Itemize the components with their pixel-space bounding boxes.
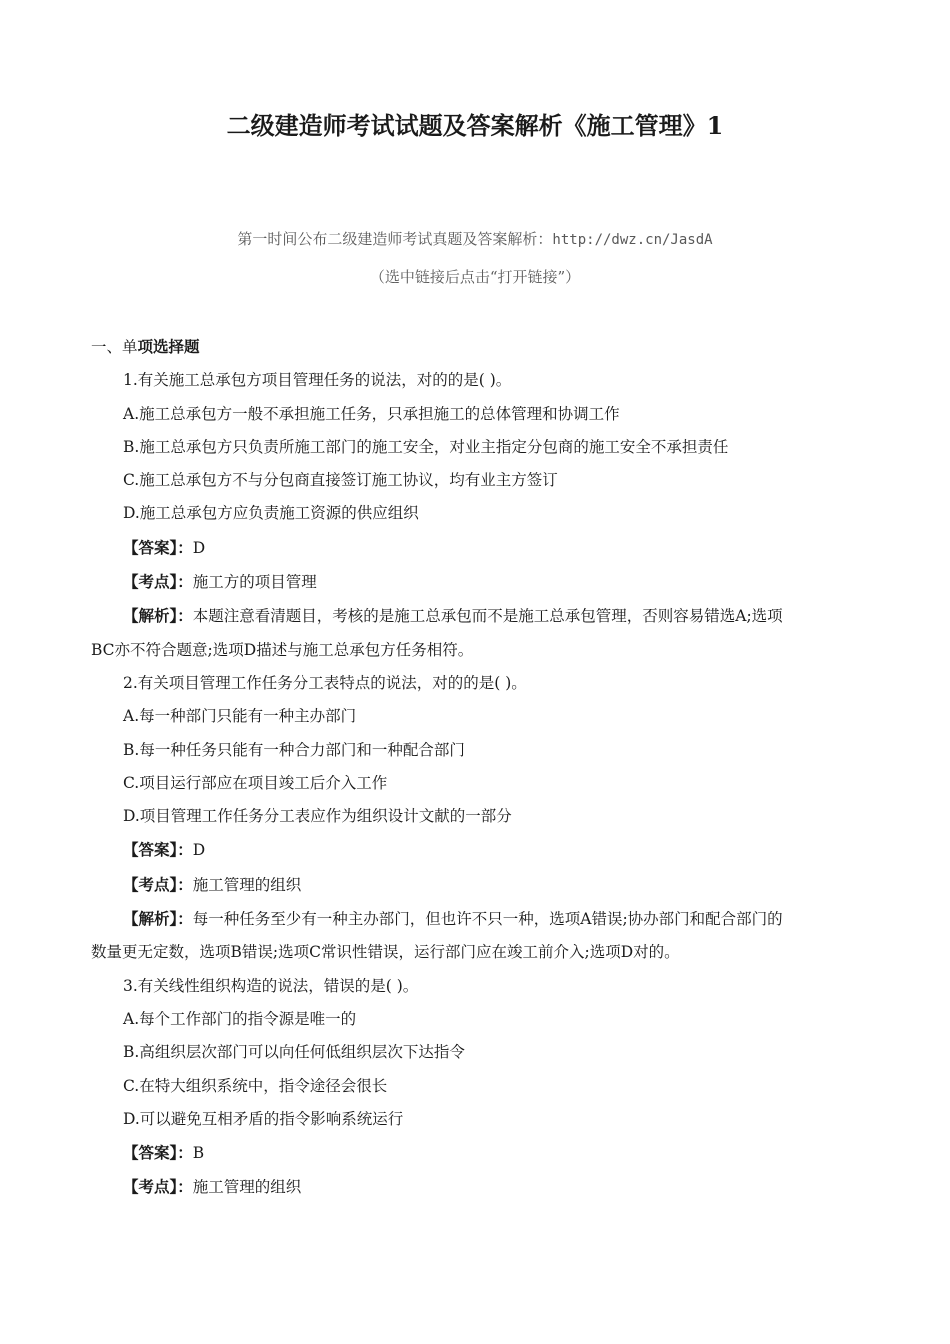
question-3-point: 【考点】：施工管理的组织 <box>123 1177 302 1197</box>
question-2-option-d: D.项目管理工作任务分工表应作为组织设计文献的一部分 <box>123 807 512 826</box>
question-1-analysis: 【解析】：本题注意看清题目，考核的是施工总承包而不是施工总承包管理，否则容易错选A;选项 <box>123 606 783 626</box>
question-1-option-c: C.施工总承包方不与分包商直接签订施工协议，均有业主方签订 <box>123 471 558 490</box>
document-body <box>91 330 859 1205</box>
question-2-analysis-cont: 数量更无定数，选项B错误;选项C常识性错误，运行部门应在竣工前介入;选项D对的。 <box>91 943 680 962</box>
question-1-stem: 1.有关施工总承包方项目管理任务的说法，对的的是( )。 <box>123 371 512 390</box>
section-heading: 一、单项选择题 <box>91 337 200 356</box>
question-1-option-a: A.施工总承包方一般不承担施工任务，只承担施工的总体管理和协调工作 <box>123 404 620 423</box>
question-3-option-b: B.高组织层次部门可以向任何低组织层次下达指令 <box>123 1043 465 1062</box>
notice-hint: （选中链接后点击“打开链接”） <box>369 268 581 286</box>
notice-line <box>0 229 950 250</box>
question-3-option-a: A.每个工作部门的指令源是唯一的 <box>123 1009 357 1028</box>
question-3-answer: 【答案】：B <box>123 1143 205 1163</box>
notice-text: 第一时间公布二级建造师考试真题及答案解析： <box>237 230 553 248</box>
question-2-point: 【考点】：施工管理的组织 <box>123 874 302 894</box>
question-1-option-d: D.施工总承包方应负责施工资源的供应组织 <box>123 504 419 523</box>
question-1-point: 【考点】：施工方的项目管理 <box>123 572 317 592</box>
question-2-option-b: B.每一种任务只能有一种合力部门和一种配合部门 <box>123 740 465 759</box>
question-1-analysis-cont: BC亦不符合题意;选项D描述与施工总承包方任务相符。 <box>91 640 474 659</box>
question-1-option-b: B.施工总承包方只负责所施工部门的施工安全，对业主指定分包商的施工安全不承担责任 <box>123 437 729 456</box>
document-title: 二级建造师考试试题及答案解析《施工管理》1 <box>226 111 724 140</box>
question-2-stem: 2.有关项目管理工作任务分工表特点的说法，对的的是( )。 <box>123 673 527 692</box>
question-3-option-d: D.可以避免互相矛盾的指令影响系统运行 <box>123 1109 404 1128</box>
question-2-answer: 【答案】：D <box>123 840 206 860</box>
question-2-option-a: A.每一种部门只能有一种主办部门 <box>123 707 357 726</box>
question-1-answer: 【答案】：D <box>123 537 206 557</box>
question-2-option-c: C.项目运行部应在项目竣工后介入工作 <box>123 773 388 792</box>
notice-link[interactable]: http://dwz.cn/JasdA <box>552 232 713 248</box>
question-3-option-c: C.在特大组织系统中，指令途径会很长 <box>123 1076 388 1095</box>
question-3-stem: 3.有关线性组织构造的说法，错误的是( )。 <box>123 976 419 995</box>
question-2-analysis: 【解析】：每一种任务至少有一种主办部门，但也许不只一种，选项A错误;协办部门和配合部门的 <box>123 909 783 929</box>
